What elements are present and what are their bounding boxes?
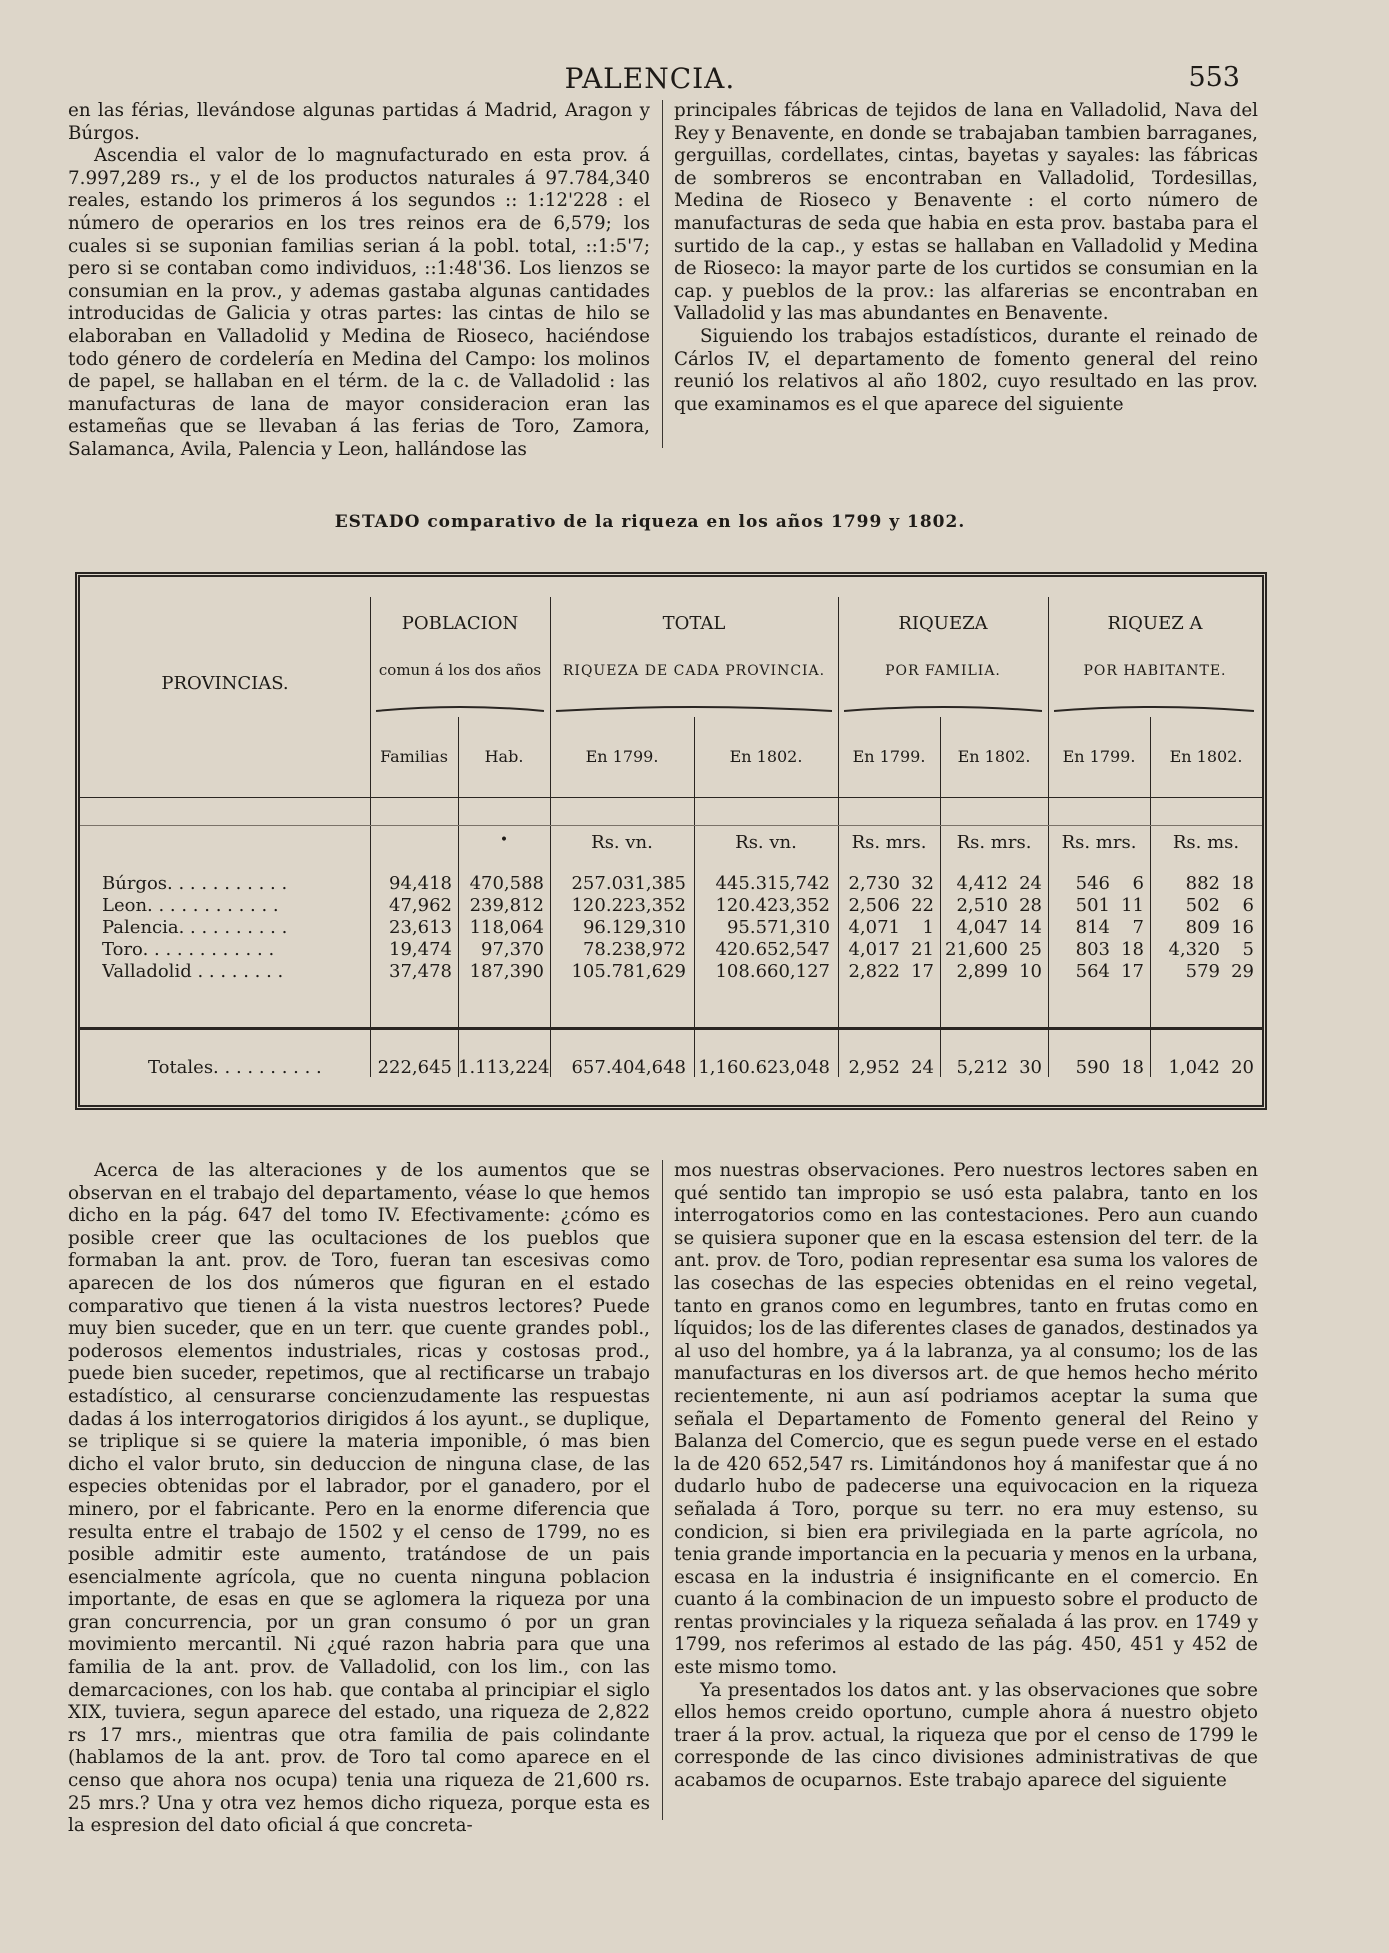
cell-h1799-m: 6 [1132, 873, 1144, 894]
units-rs-mrs: Rs. mrs. [956, 832, 1032, 853]
page-number: 553 [1188, 62, 1240, 93]
cell-f1802-m: 28 [1019, 895, 1042, 916]
cell-f1802-m: 25 [1019, 939, 1042, 960]
cell-f1799-rs: 4,017 [848, 939, 900, 960]
paragraph: Ascendia el valor de lo magnufacturado en esta prov. á 7.997,289 rs., y el de los productos naturales á 97.784,340 reales, estando los primeros á los segundos :: 1:12'228 : el número de operarios en los tres reinos era de 6,579; los cuales si se suponian familias serian á la pobl. total, ::1:5'7; pero si se contaban como individuos, ::1:48'36. Los lienzos se consumian en la prov., y ademas gastaba algunas cantidades introducidas de Galicia y otras partes: las cintas de hilo se elaboraban en Valladolid y Medina de Rioseco, haciéndose todo género de cordelería en Medina del Campo: los molinos de papel, se hallaban en el térm. de la c. de Valladolid : las manufacturas de lana de mayor consideracion eran las estameñas que se llevaban á las ferias de Toro, Zamora, Salamanca, Avila, Palencia y Leon, hallándose las [68, 145, 650, 460]
cell-f1802-m: 10 [1019, 961, 1042, 982]
cell-familias: 23,613 [389, 917, 452, 938]
cell-f1799-m: 21 [911, 939, 934, 960]
table-row [80, 895, 1254, 917]
cell-h1802-rs: 809 [1185, 917, 1220, 938]
cell-h1799-rs: 564 [1075, 961, 1110, 982]
bottom-right-column [674, 1160, 1258, 1793]
header-habitante-1802: En 1802. [1169, 747, 1243, 766]
province-name: Búrgos. . . . . . . . . . . [102, 873, 288, 894]
wealth-comparison-table [75, 572, 1267, 1110]
header-familias: Familias [380, 747, 448, 766]
cell-f1802-rs: 2,899 [956, 961, 1008, 982]
table-row [80, 939, 1254, 961]
column-divider [662, 1160, 663, 1820]
cell-t1799: 96.129,310 [582, 917, 686, 938]
top-right-column [674, 100, 1258, 416]
totals-1802: 1,160.623,048 [698, 1057, 830, 1078]
running-title: PALENCIA. [564, 62, 736, 95]
paragraph: en las férias, llevándose algunas partidas á Madrid, Aragon y Búrgos. [68, 100, 650, 144]
cell-h1799-rs: 814 [1075, 917, 1110, 938]
cell-f1802-rs: 4,047 [956, 917, 1008, 938]
units-rs-vn: Rs. vn. [735, 832, 797, 853]
province-name: Valladolid . . . . . . . . [102, 961, 284, 982]
totals-familias: 222,645 [377, 1057, 452, 1078]
units-dot: • [499, 832, 509, 848]
cell-h1802-m: 6 [1242, 895, 1254, 916]
header-riqueza-habitante-sub: POR HABITANTE. [1083, 663, 1227, 679]
cell-f1799-rs: 2,730 [848, 873, 900, 894]
totals-1799: 657.404,648 [571, 1057, 686, 1078]
header-total-1799: En 1799. [585, 747, 659, 766]
cell-h1802-m: 18 [1231, 873, 1254, 894]
header-familia-1799: En 1799. [852, 747, 926, 766]
totals-hab-1802-m: 20 [1231, 1057, 1254, 1078]
brace-decoration [844, 705, 1042, 713]
cell-h1799-m: 11 [1121, 895, 1144, 916]
cell-t1799: 120.223,352 [571, 895, 686, 916]
cell-t1799: 105.781,629 [571, 961, 686, 982]
cell-familias: 19,474 [389, 939, 452, 960]
cell-h1799-rs: 501 [1075, 895, 1110, 916]
cell-f1799-rs: 4,071 [848, 917, 900, 938]
cell-h1802-m: 5 [1242, 939, 1254, 960]
cell-familias: 47,962 [389, 895, 452, 916]
cell-h1802-rs: 502 [1185, 895, 1220, 916]
province-name: Palencia. . . . . . . . . . [102, 917, 288, 938]
cell-hab: 97,370 [481, 939, 544, 960]
cell-h1802-m: 29 [1231, 961, 1254, 982]
units-rs-vn: Rs. vn. [591, 832, 653, 853]
totals-label: Totales. . . . . . . . . . [148, 1057, 322, 1078]
paragraph: Siguiendo los trabajos estadísticos, durante el reinado de Cárlos IV, el departamento de fomento general del reino reunió los relativos al año 1802, cuyo resultado en las prov. que examinamos es el que aparece del siguiente [674, 325, 1258, 415]
paragraph: Ya presentados los datos ant. y las observaciones que sobre ellos hemos creido oportuno, cumple ahora á nuestro objeto traer á la prov. actual, la riqueza que por el censo de 1799 le corresponde de las cinco divisiones administrativas de que acabamos de ocuparnos. Este trabajo aparece del siguiente [674, 1679, 1258, 1792]
page-header [60, 62, 1240, 98]
paragraph: principales fábricas de tejidos de lana en Valladolid, Nava del Rey y Benavente, en donde se trabajaban tambien barraganes, gerguillas, cordellates, cintas, bayetas y sayales: las fábricas de sombreros se encontraban en Valladolid, Tordesillas, Medina de Rioseco y Benavente : el corto número de manufacturas de seda que habia en esta prov. bastaba para el surtido de la cap., y estas se hallaban en Valladolid y Medina de Rioseco: la mayor parte de los curtidos se consumian en la cap. y pueblos de la prov.: las alfarerias se encontraban en Valladolid y las mas abundantes en Benavente. [674, 100, 1258, 325]
totals-fam-1802-rs: 5,212 [956, 1057, 1008, 1078]
header-total-1802: En 1802. [729, 747, 803, 766]
header-total-sub: RIQUEZA DE CADA PROVINCIA. [562, 663, 826, 679]
cell-t1802: 420.652,547 [715, 939, 830, 960]
totals-hab-1799-m: 18 [1121, 1057, 1144, 1078]
province-name: Toro. . . . . . . . . . . . [102, 939, 275, 960]
cell-h1799-m: 7 [1132, 917, 1144, 938]
cell-f1799-m: 17 [911, 961, 934, 982]
cell-familias: 37,478 [389, 961, 452, 982]
brace-decoration [556, 705, 832, 713]
cell-f1802-m: 24 [1019, 873, 1042, 894]
brace-decoration [376, 705, 544, 713]
top-left-column [68, 100, 650, 462]
cell-hab: 470,588 [469, 873, 544, 894]
totals-hab: 1.113,224 [458, 1057, 550, 1078]
cell-f1799-m: 32 [911, 873, 934, 894]
cell-f1799-rs: 2,822 [848, 961, 900, 982]
units-rs-ms: Rs. ms. [1172, 832, 1240, 853]
cell-h1799-rs: 803 [1075, 939, 1110, 960]
cell-h1802-rs: 882 [1185, 873, 1220, 894]
province-name: Leon. . . . . . . . . . . . [102, 895, 279, 916]
cell-h1799-m: 17 [1121, 961, 1144, 982]
cell-t1799: 78.238,972 [582, 939, 686, 960]
cell-t1802: 445.315,742 [715, 873, 830, 894]
cell-f1799-rs: 2,506 [848, 895, 900, 916]
header-poblacion-sub: comun á los dos años [378, 661, 542, 679]
cell-hab: 239,812 [469, 895, 544, 916]
brace-decoration [1054, 705, 1254, 713]
totals-hab-1802-rs: 1,042 [1168, 1057, 1220, 1078]
header-riqueza-familia-sub: POR FAMILIA. [885, 663, 1001, 679]
cell-t1799: 257.031,385 [571, 873, 686, 894]
cell-f1799-m: 1 [922, 917, 934, 938]
table-row [80, 917, 1254, 939]
cell-h1799-rs: 546 [1075, 873, 1110, 894]
units-rs-mrs: Rs. mrs. [851, 832, 927, 853]
header-provincias: PROVINCIAS. [161, 673, 289, 694]
totals-fam-1799-m: 24 [911, 1057, 934, 1078]
paragraph: Acerca de las alteraciones y de los aumentos que se observan en el trabajo del departamento, véase lo que hemos dicho en la pág. 647 del tomo IV. Efectivamente: ¿cómo es posible creer que las ocultaciones de los pueblos que formaban la ant. prov. de Toro, fueran tan escesivas como aparecen de los dos números que figuran en el estado comparativo que tienen á la vista nuestros lectores? Puede muy bien suceder, que en un terr. que cuente grandes pobl., poderosos elementos industriales, ricas y costosas prod., puede bien suceder, repetimos, que al rectificarse un trabajo estadístico, al censurarse concienzudamente las respuestas dadas á los interrogatorios dirigidos á los ayunt., se duplique, se triplique si se quiere la materia imponible, ó mas bien dicho el valor bruto, sin deduccion de ninguna clase, de las especies obtenidas por el labrador, por el ganadero, por el minero, por el fabricante. Pero en la enorme diferencia que resulta entre el trabajo de 1502 y el censo de 1799, no es posible admitir este aumento, tratándose de un pais esencialmente agrícola, que no cuenta ninguna poblacion importante, de esas en que se aglomera la riqueza por una gran concurrencia, por un gran consumo ó por un gran movimiento mercantil. Ni ¿qué razon habria para que una familia de la ant. prov. de Valladolid, con los lim., con las demarcaciones, con los hab. que contaba al principiar el siglo XIX, tuviera, segun aparece del estado, una riqueza de 2,822 rs 17 mrs., mientras que otra familia de pais colindante (hablamos de la ant. prov. de Toro tal como aparece en el censo que ahora nos ocupa) tenia una riqueza de 21,600 rs. 25 mrs.? Una y otra vez hemos dicho riqueza, porque esta es la espresion del dato oficial á que concreta- [68, 1160, 650, 1837]
header-riqueza-familia: RIQUEZA [898, 613, 988, 634]
paragraph: mos nuestras observaciones. Pero nuestros lectores saben en qué sentido tan impropio se usó esta palabra, tanto en los interrogatorios como en las contestaciones. Pero aun cuando se quisiera suponer que en la escasa estension del terr. de la ant. prov. de Toro, podian representar esa suma los valores de las cosechas de las especies obtenidas en el reino vegetal, tanto en granos como en legumbres, tanto en frutas como en líquidos; los de las diferentes clases de ganados, destinados ya al uso del hombre, ya á la labranza, ya al consumo; los de las manufacturas en los diversos art. de que hemos hecho mérito recientemente, ni aun así podriamos aceptar la suma que señala el Departamento de Fomento general del Reino y Balanza del Comercio, que es segun puede verse en el estado la de 420 652,547 rs. Limitándonos hoy á manifestar que á no dudarlo hubo de padecerse una equivocacion en la riqueza señalada á Toro, porque su terr. no era muy estenso, su condicion, si bien era privilegiada en la parte agrícola, no tenia grande importancia en la pecuaria y menos en la urbana, escasa en la industria é insignificante en el comercio. En cuanto á la combinacion de un impuesto sobre el producto de rentas provinciales y la riqueza señalada á las prov. en 1749 y 1799, nos referimos al estado de las pág. 450, 451 y 452 de este mismo tomo. [674, 1160, 1258, 1679]
header-total: TOTAL [662, 613, 726, 634]
cell-familias: 94,418 [389, 873, 452, 894]
table-totals-rule [80, 1027, 1262, 1030]
header-hab: Hab. [484, 747, 524, 766]
cell-f1802-m: 14 [1019, 917, 1042, 938]
header-riqueza-habitante: RIQUEZ A [1107, 613, 1203, 634]
cell-f1802-rs: 2,510 [956, 895, 1008, 916]
cell-h1802-rs: 579 [1185, 961, 1220, 982]
cell-h1799-m: 18 [1121, 939, 1144, 960]
header-habitante-1799: En 1799. [1062, 747, 1136, 766]
cell-t1802: 120.423,352 [715, 895, 830, 916]
table-header-rule [80, 797, 1262, 798]
cell-t1802: 95.571,310 [726, 917, 830, 938]
column-divider [662, 100, 663, 448]
cell-t1802: 108.660,127 [715, 961, 830, 982]
table-rule [80, 825, 1262, 826]
cell-f1799-m: 22 [911, 895, 934, 916]
totals-fam-1802-m: 30 [1019, 1057, 1042, 1078]
cell-hab: 187,390 [469, 961, 544, 982]
bottom-left-column [68, 1160, 650, 1838]
cell-hab: 118,064 [469, 917, 544, 938]
table-caption: ESTADO comparativo de la riqueza en los años 1799 y 1802. [334, 512, 966, 532]
header-familia-1802: En 1802. [957, 747, 1031, 766]
header-poblacion: POBLACION [401, 613, 519, 634]
totals-row [80, 1057, 1254, 1079]
units-rs-mrs: Rs. mrs. [1061, 832, 1137, 853]
cell-f1802-rs: 21,600 [945, 939, 1008, 960]
cell-h1802-rs: 4,320 [1168, 939, 1220, 960]
totals-fam-1799-rs: 2,952 [848, 1057, 900, 1078]
totals-hab-1799-rs: 590 [1075, 1057, 1110, 1078]
cell-f1802-rs: 4,412 [956, 873, 1008, 894]
cell-h1802-m: 16 [1231, 917, 1254, 938]
table-row [80, 961, 1254, 983]
table-row [80, 873, 1254, 895]
